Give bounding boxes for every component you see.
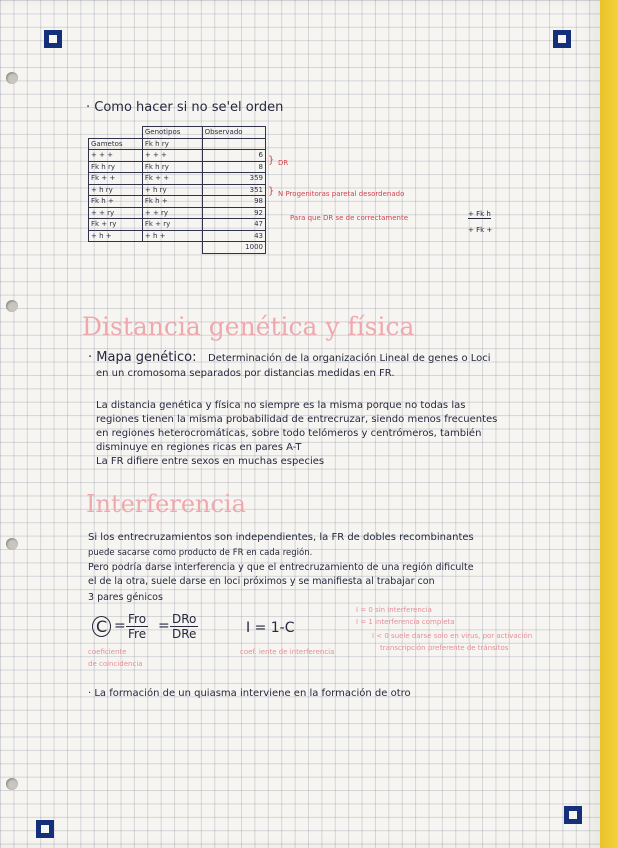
binder-hole xyxy=(6,300,18,312)
table-header-row xyxy=(89,127,266,139)
bracket-icon: } xyxy=(268,155,275,166)
table-cell: Gametos xyxy=(89,138,143,150)
gene-order-top: + Fk h xyxy=(468,210,491,218)
table-cell: 47 xyxy=(202,219,265,231)
para-dr-note: Para que DR se de correctamente xyxy=(290,214,409,222)
table-cell: 6 xyxy=(202,150,265,162)
table-cell: + + ry xyxy=(89,207,143,219)
fraction-denominator: DRe xyxy=(172,627,197,641)
fraction-numerator: DRo xyxy=(170,612,198,627)
corner-marker-icon xyxy=(36,820,54,838)
table-row xyxy=(89,173,266,185)
corner-marker-icon xyxy=(553,30,571,48)
interference-formula: I = 1-C xyxy=(246,620,295,636)
quiasma-line: · La formación de un quiasma interviene en la formación de otro xyxy=(88,688,411,699)
table-cell: + + + xyxy=(142,150,202,162)
c-symbol: C xyxy=(92,616,111,637)
table-cell: 351 xyxy=(202,184,265,196)
gene-order-bottom: + Fk + xyxy=(468,226,493,234)
genotype-table xyxy=(88,126,266,254)
table-cell: Fk h ry xyxy=(89,161,143,173)
mapa-line: Determinación de la organización Lineal de genes o Loci xyxy=(208,353,491,364)
table-cell: 43 xyxy=(202,230,265,242)
table-cell xyxy=(142,242,202,254)
table-cell: + h ry xyxy=(89,184,143,196)
corner-marker-icon xyxy=(564,806,582,824)
section-title: · Como hacer si no se'el orden xyxy=(86,100,284,115)
table-cell: Fk h + xyxy=(142,196,202,208)
paragraph-line: La FR difiere entre sexos en muchas especies xyxy=(96,456,325,467)
heading-distancia: Distancia genética y física xyxy=(82,312,415,341)
paragraph-line: 3 pares génicos xyxy=(88,592,163,603)
binder-hole xyxy=(6,72,18,84)
fraction-denominator: Fre xyxy=(128,627,147,641)
mapa-line: en un cromosoma separados por distancias medidas en FR. xyxy=(96,368,395,379)
table-cell: + h ry xyxy=(142,184,202,196)
corner-marker-icon xyxy=(44,30,62,48)
table-header xyxy=(89,127,143,139)
table-cell: 98 xyxy=(202,196,265,208)
table-total-row xyxy=(89,242,266,254)
table-cell: Fk + + xyxy=(142,173,202,185)
table-row xyxy=(89,207,266,219)
table-cell: + + + xyxy=(89,150,143,162)
interference-note: I < 0 suele darse solo en virus, por activación xyxy=(372,632,533,640)
table-cell: Fk + ry xyxy=(89,219,143,231)
bracket-icon: } xyxy=(268,186,275,197)
notebook-edge xyxy=(600,0,618,848)
table-row xyxy=(89,219,266,231)
mapa-label: · Mapa genético: xyxy=(88,350,197,365)
paragraph-line: en regiones heterocromáticas, sobre todo telómeros y centrómeros, también xyxy=(96,428,482,439)
table-header: Genotipos xyxy=(142,127,202,139)
heading-interferencia: Interferencia xyxy=(86,490,246,518)
fro-fraction xyxy=(126,612,148,641)
table-cell: + h + xyxy=(89,230,143,242)
paragraph-line: disminuye en regiones ricas en pares A-T xyxy=(96,442,302,453)
interference-note: I = 0 sin interferencia xyxy=(356,606,432,614)
table-cell xyxy=(89,242,143,254)
table-cell: 359 xyxy=(202,173,265,185)
table-cell xyxy=(202,138,265,150)
binder-hole xyxy=(6,778,18,790)
equals-sign: = xyxy=(158,618,170,634)
table-cell: Fk + ry xyxy=(142,219,202,231)
table-header: Observado xyxy=(202,127,265,139)
table-cell: + + ry xyxy=(142,207,202,219)
table-total: 1000 xyxy=(202,242,265,254)
paragraph-line: el de la otra, suele darse en loci próximos y se manifiesta al trabajar con xyxy=(88,576,435,587)
table-cell: Fk h + xyxy=(89,196,143,208)
interference-note: I = 1 interferencia completa xyxy=(356,618,455,626)
fraction-numerator: Fro xyxy=(126,612,148,627)
table-row xyxy=(89,196,266,208)
table-cell: 92 xyxy=(202,207,265,219)
table-cell: Fk h ry xyxy=(142,161,202,173)
paragraph-line: regiones tienen la misma probabilidad de entrecruzar, siendo menos frecuentes xyxy=(96,414,498,425)
coef-label: de coincidencia xyxy=(88,660,143,668)
table-cell: + h + xyxy=(142,230,202,242)
dr-fraction xyxy=(170,612,198,641)
dr-note: DR xyxy=(278,159,289,167)
paragraph-line: Si los entrecruzamientos son independientes, la FR de dobles recombinantes xyxy=(88,532,474,543)
table-row xyxy=(89,230,266,242)
binder-hole xyxy=(6,538,18,550)
paragraph-line: La distancia genética y física no siempre es la misma porque no todas las xyxy=(96,400,466,411)
interference-label: coef. iente de interferencia xyxy=(240,648,335,656)
table-cell: Fk + + xyxy=(89,173,143,185)
paragraph-line: puede sacarse como producto de FR en cada región. xyxy=(88,548,313,558)
npar-note: N Progenitoras paretal desordenado xyxy=(278,190,405,198)
table-cell: Fk h ry xyxy=(142,138,202,150)
table-row xyxy=(89,150,266,162)
coef-label: coeficiente xyxy=(88,648,127,656)
paragraph-line: Pero podría darse interferencia y que el entrecruzamiento de una región dificulte xyxy=(88,562,474,573)
table-cell: 8 xyxy=(202,161,265,173)
table-row xyxy=(89,138,266,150)
equals-sign: = xyxy=(114,618,126,634)
table-row xyxy=(89,184,266,196)
interference-note: transcripción preferente de tránsitos xyxy=(380,644,509,652)
table-row xyxy=(89,161,266,173)
